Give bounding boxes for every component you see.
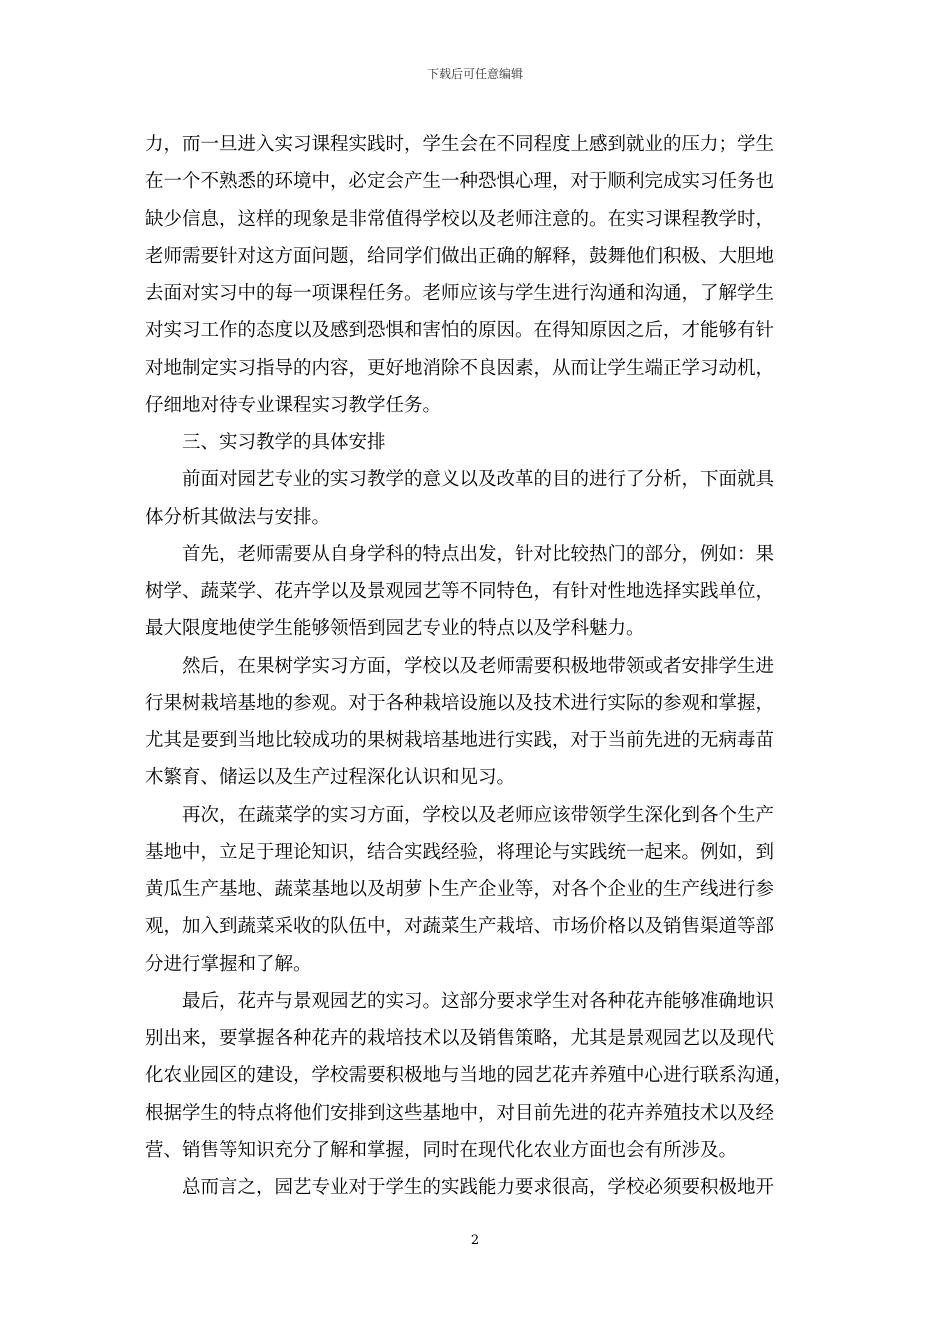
body-line: 对地制定实习指导的内容，更好地消除不良因素，从而让学生端正学习动机， bbox=[145, 357, 775, 379]
body-line: 营、销售等知识充分了解和掌握，同时在现代化农业方面也会有所涉及。 bbox=[145, 1139, 738, 1161]
page-header: 下载后可任意编辑 bbox=[426, 67, 523, 81]
body-line: 木繁育、储运以及生产过程深化认识和见习。 bbox=[145, 767, 516, 789]
body-line: 别出来，要掌握各种花卉的栽培技术以及销售策略，尤其是景观园艺以及现代 bbox=[145, 1028, 775, 1049]
body-line: 尤其是要到当地比较成功的果树栽培基地进行实践，对于当前先进的无病毒苗 bbox=[145, 730, 775, 751]
body-line: 仔细地对待专业课程实习教学任务。 bbox=[145, 394, 442, 416]
body-line: 树学、蔬菜学、花卉学以及景观园艺等不同特色，有针对性地选择实践单位， bbox=[145, 581, 775, 602]
body-line: 行果树栽培基地的参观。对于各种栽培设施以及技术进行实际的参观和掌握， bbox=[145, 692, 775, 714]
body-line: 最后，花卉与景观园艺的实习。这部分要求学生对各种花卉能够准确地识 bbox=[182, 990, 775, 1012]
body-line: 去面对实习中的每一项课程任务。老师应该与学生进行沟通和沟通，了解学生 bbox=[145, 283, 775, 304]
body-line: 黄瓜生产基地、蔬菜基地以及胡萝卜生产企业等，对各个企业的生产线进行参 bbox=[145, 879, 775, 900]
body-line: 然后，在果树学实习方面，学校以及老师需要积极地带领或者安排学生进 bbox=[182, 655, 775, 677]
body-line: 化农业园区的建设，学校需要积极地与当地的园艺花卉养殖中心进行联系沟通， bbox=[145, 1065, 793, 1087]
body-line: 对实习工作的态度以及感到恐惧和害怕的原因。在得知原因之后，才能够有针 bbox=[145, 320, 775, 342]
body-line: 基地中，立足于理论知识，结合实践经验，将理论与实践统一起来。例如，到 bbox=[145, 841, 775, 863]
body-line: 根据学生的特点将他们安排到这些基地中，对目前先进的花卉养殖技术以及经 bbox=[145, 1102, 775, 1124]
body-line: 分进行掌握和了解。 bbox=[145, 953, 312, 975]
body-line: 再次，在蔬菜学的实习方面，学校以及老师应该带领学生深化到各个生产 bbox=[182, 804, 775, 826]
page-number: 2 bbox=[470, 1233, 480, 1248]
body-line: 在一个不熟悉的环境中，必定会产生一种恐惧心理，对于顺利完成实习任务也 bbox=[145, 171, 775, 193]
body-line: 总而言之，园艺专业对于学生的实践能力要求很高，学校必须要积极地开 bbox=[182, 1177, 775, 1198]
section-heading: 三、实习教学的具体安排 bbox=[182, 432, 386, 453]
body-line: 首先，老师需要从自身学科的特点出发，针对比较热门的部分，例如：果 bbox=[182, 543, 775, 565]
body-line: 最大限度地使学生能够领悟到园艺专业的特点以及学科魅力。 bbox=[145, 618, 645, 640]
body-line: 老师需要针对这方面问题，给同学们做出正确的解释，鼓舞他们积极、大胆地 bbox=[145, 245, 775, 267]
body-line: 体分析其做法与安排。 bbox=[145, 506, 331, 528]
body-line: 前面对园艺专业的实习教学的意义以及改革的目的进行了分析，下面就具 bbox=[182, 469, 775, 491]
body-line: 观，加入到蔬菜采收的队伍中，对蔬菜生产栽培、市场价格以及销售渠道等部 bbox=[145, 916, 775, 938]
body-line: 缺少信息，这样的现象是非常值得学校以及老师注意的。在实习课程教学时， bbox=[145, 208, 775, 230]
body-line: 力，而一旦进入实习课程实践时，学生会在不同程度上感到就业的压力；学生 bbox=[145, 134, 775, 155]
document-body bbox=[145, 126, 815, 1206]
